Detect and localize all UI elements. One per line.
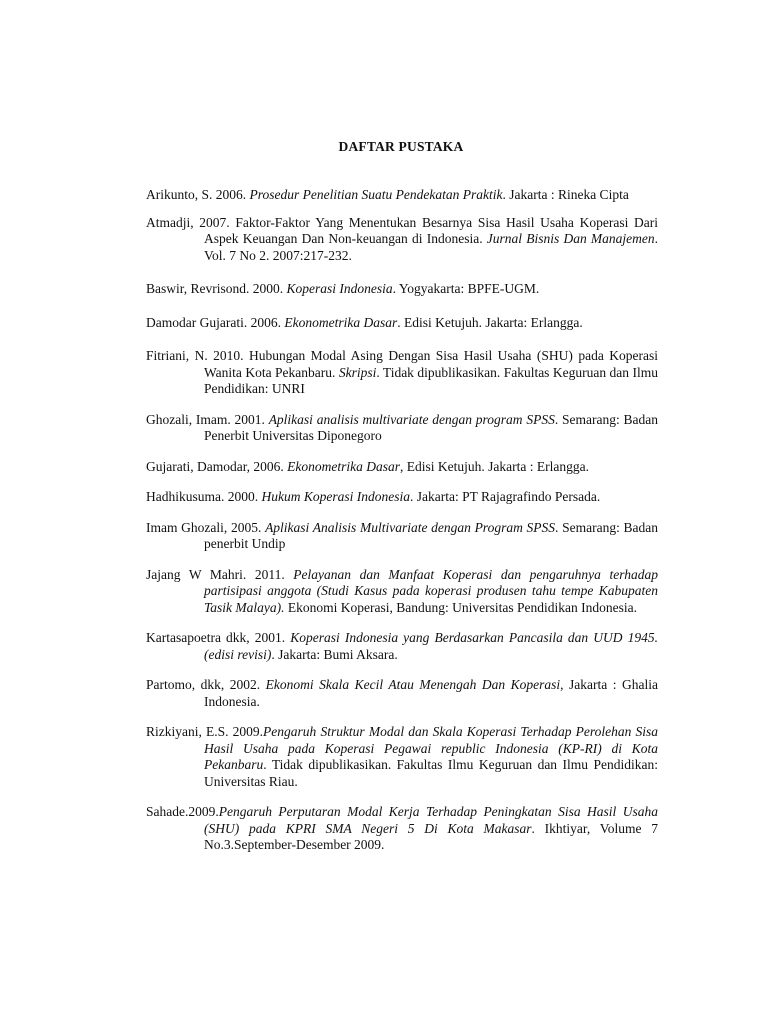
ref-text: , Edisi Ketujuh. Jakarta : Erlangga. xyxy=(400,458,589,474)
ref-title: Ekonomi Skala Kecil Atau Menengah Dan Koperasi xyxy=(265,677,561,692)
ref-text: . Tidak dipublikasikan. Fakultas Ilmu Keguruan dan Ilmu Pendidikan: Universitas Riau. xyxy=(204,757,658,789)
ref-title: Ekonometrika Dasar xyxy=(287,458,401,474)
reference-entry xyxy=(146,459,658,476)
ref-text: . Jakarta : Rineka Cipta xyxy=(502,187,629,202)
reference-entry xyxy=(146,281,658,298)
ref-text: Fitriani, N. 2010. Hubungan Modal Asing Dengan Sisa Hasil Usaha (SHU) pada Koperasi Wanita Kota Pekanbaru. xyxy=(146,348,658,380)
reference-entry xyxy=(146,804,658,854)
ref-text: . Yogyakarta: BPFE-UGM. xyxy=(392,281,540,296)
ref-title: Ekonometrika Dasar xyxy=(284,314,398,330)
ref-text: . Tidak dipublikasikan. Fakultas Keguruan dan Ilmu Pendidikan: UNRI xyxy=(204,364,658,396)
reference-entry xyxy=(146,215,658,265)
ref-title: Koperasi Indonesia xyxy=(286,281,393,296)
reference-entry xyxy=(146,567,658,617)
reference-entry xyxy=(146,520,658,553)
ref-text: Arikunto, S. 2006. xyxy=(146,187,250,202)
reference-entry xyxy=(146,315,658,332)
reference-entry xyxy=(146,630,658,663)
ref-text: Sahade.2009. xyxy=(146,804,219,819)
reference-entry xyxy=(146,724,658,790)
ref-title: Aplikasi Analisis Multivariate dengan Program SPSS xyxy=(265,519,556,535)
ref-title: Pengaruh Struktur Modal dan Skala Koperasi Terhadap Perolehan Sisa Hasil Usaha pada Koperasi Pegawai republic Indonesia (KP-RI) di Kota Pekanbaru xyxy=(204,724,658,772)
ref-text: Kartasapoetra dkk, 2001. xyxy=(146,630,291,645)
page-title: DAFTAR PUSTAKA xyxy=(338,139,464,154)
ref-title: Aplikasi analisis multivariate dengan program SPSS xyxy=(268,411,555,427)
reference-entry xyxy=(146,489,658,506)
ref-title: Pengaruh Perputaran Modal Kerja Terhadap Peningkatan Sisa Hasil Usaha (SHU) pada KPRI SMA Negeri 5 Di Kota Makasar xyxy=(204,804,658,836)
ref-title: Hukum Koperasi Indonesia xyxy=(261,489,410,504)
ref-text: Partomo, dkk, 2002. xyxy=(146,677,266,692)
ref-text: . Jakarta: PT Rajagrafindo Persada. xyxy=(410,489,601,504)
ref-text: Gujarati, Damodar, 2006. xyxy=(146,458,288,474)
ref-text: . Semarang: Badan Penerbit Universitas Diponegoro xyxy=(204,411,658,443)
ref-title: Prosedur Penelitian Suatu Pendekatan Praktik xyxy=(249,187,503,202)
reference-entry xyxy=(146,348,658,398)
ref-title: Skripsi xyxy=(338,364,377,380)
ref-text: . Semarang: Badan penerbit Undip xyxy=(204,519,658,551)
ref-text: Damodar Gujarati. 2006. xyxy=(146,314,285,330)
reference-entry xyxy=(146,412,658,445)
ref-title: Jurnal Bisnis Dan Manajemen xyxy=(486,231,655,246)
ref-text: . Edisi Ketujuh. Jakarta: Erlangga. xyxy=(397,314,583,330)
ref-text: Baswir, Revrisond. 2000. xyxy=(146,281,287,296)
reference-entry xyxy=(146,187,658,204)
ref-text: Jajang W Mahri. 2011. xyxy=(146,566,294,582)
ref-text: Ghozali, Imam. 2001. xyxy=(146,411,269,427)
ref-text: . Jakarta: Bumi Aksara. xyxy=(271,646,398,662)
ref-text: Rizkiyani, E.S. 2009. xyxy=(146,724,264,739)
ref-title: Koperasi Indonesia yang Berdasarkan Pancasila dan UUD 1945. (edisi revisi) xyxy=(204,630,658,662)
ref-title: Pelayanan dan Manfaat Koperasi dan pengaruhnya terhadap partisipasi anggota (Studi Kasus pada koperasi produsen tahu tempe Kabupaten Tasik Malaya). xyxy=(204,566,658,615)
ref-text: , Jakarta : Ghalia Indonesia. xyxy=(204,677,658,709)
ref-text: . Vol. 7 No 2. 2007:217-232. xyxy=(204,231,659,263)
ref-text: Ekonomi Koperasi, Bandung: Universitas Pendidikan Indonesia. xyxy=(284,599,637,615)
ref-text: . Ikhtiyar, Volume 7 No.3.September-Desember 2009. xyxy=(204,820,659,852)
ref-text: Imam Ghozali, 2005. xyxy=(146,519,266,535)
reference-entry xyxy=(146,677,658,710)
reference-list xyxy=(146,187,658,854)
ref-text: Atmadji, 2007. Faktor-Faktor Yang Menentukan Besarnya Sisa Hasil Usaha Koperasi Dari Aspek Keuangan Dan Non-keuangan di Indonesia. xyxy=(146,214,658,246)
ref-text: Hadhikusuma. 2000. xyxy=(146,489,262,504)
